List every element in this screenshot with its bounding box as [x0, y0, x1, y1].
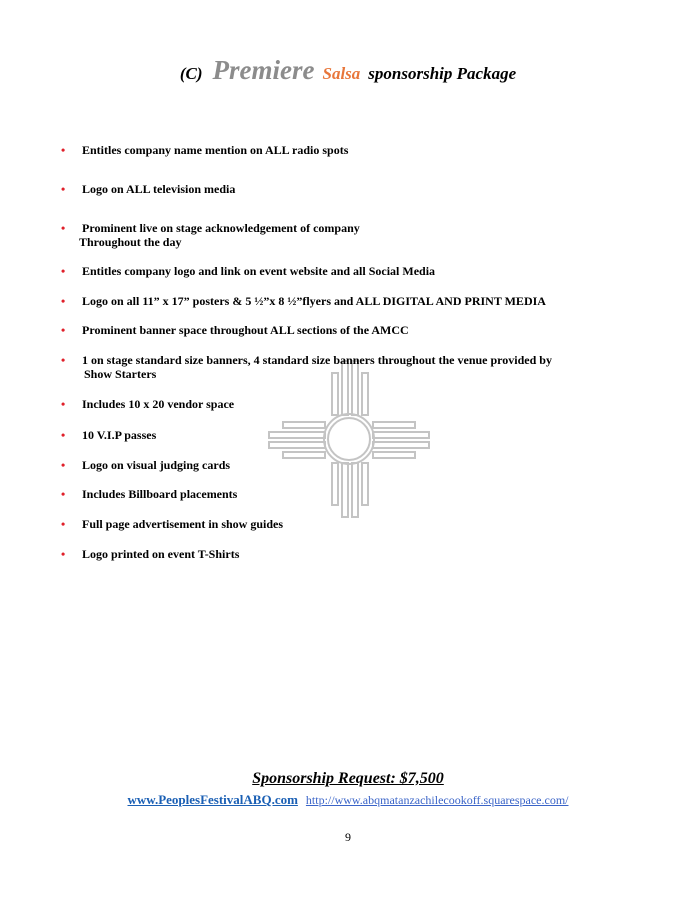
- bullet-dot: •: [61, 487, 66, 501]
- list-item: [58, 458, 658, 472]
- bullet-dot: •: [61, 264, 66, 278]
- bullet-dot: •: [61, 182, 66, 196]
- bullet-dot: •: [61, 517, 66, 531]
- title-rest: sponsorship Package: [368, 64, 517, 83]
- list-item: [58, 264, 658, 278]
- list-item-text: Logo on all 11” x 17” posters & 5 ½”x 8 ½”flyers and ALL DIGITAL AND PRINT MEDIA: [82, 294, 546, 308]
- bullet-dot: •: [61, 221, 66, 235]
- list-item-text-continued: Show Starters: [84, 367, 157, 381]
- bullet-dot: •: [61, 323, 66, 337]
- list-item-text: Includes Billboard placements: [82, 487, 238, 501]
- list-item-text-continued: Throughout the day: [79, 235, 182, 249]
- bullet-dot: •: [61, 458, 66, 472]
- list-item-text: 1 on stage standard size banners, 4 standard size banners throughout the venue provided by: [82, 353, 552, 367]
- list-item: [58, 547, 658, 561]
- list-item-text: Entitles company name mention on ALL radio spots: [82, 143, 349, 157]
- list-item: [58, 353, 658, 381]
- list-item: [58, 294, 658, 308]
- list-item: [58, 143, 658, 157]
- bullet-dot: •: [61, 428, 66, 442]
- list-item: [58, 182, 658, 196]
- list-item-text: Logo on visual judging cards: [82, 458, 231, 472]
- list-item-text: Logo printed on event T-Shirts: [82, 547, 240, 561]
- bullet-dot: •: [61, 397, 66, 411]
- title-prefix: (C): [179, 64, 203, 83]
- peoples-festival-link[interactable]: www.PeoplesFestivalABQ.com: [127, 792, 298, 807]
- list-item: [58, 323, 658, 337]
- list-item-text: Logo on ALL television media: [82, 182, 236, 196]
- list-item: [58, 517, 658, 531]
- list-item-text: Prominent live on stage acknowledgement of company: [82, 221, 360, 235]
- bullet-dot: •: [61, 143, 66, 157]
- sponsorship-request: Sponsorship Request: $7,500: [252, 770, 444, 787]
- matanza-cookoff-link[interactable]: http://www.abqmatanzachilecookoff.squarespace.com/: [305, 793, 569, 807]
- list-item-text: 10 V.I.P passes: [82, 428, 157, 442]
- list-item-text: Includes 10 x 20 vendor space: [82, 397, 235, 411]
- page-number: 9: [345, 830, 351, 844]
- list-item: [58, 221, 658, 249]
- title-premiere: Premiere: [212, 55, 315, 85]
- list-item-text: Prominent banner space throughout ALL sections of the AMCC: [82, 323, 409, 337]
- list-item-text: Entitles company logo and link on event website and all Social Media: [82, 264, 436, 278]
- bullet-dot: •: [61, 294, 66, 308]
- bullet-dot: •: [61, 353, 66, 367]
- list-item: [58, 487, 658, 501]
- bullet-dot: •: [61, 547, 66, 561]
- list-item: [58, 397, 658, 411]
- list-item-text: Full page advertisement in show guides: [82, 517, 284, 531]
- title-salsa: Salsa: [322, 64, 361, 83]
- website-links: [0, 791, 696, 809]
- list-item: [58, 428, 658, 442]
